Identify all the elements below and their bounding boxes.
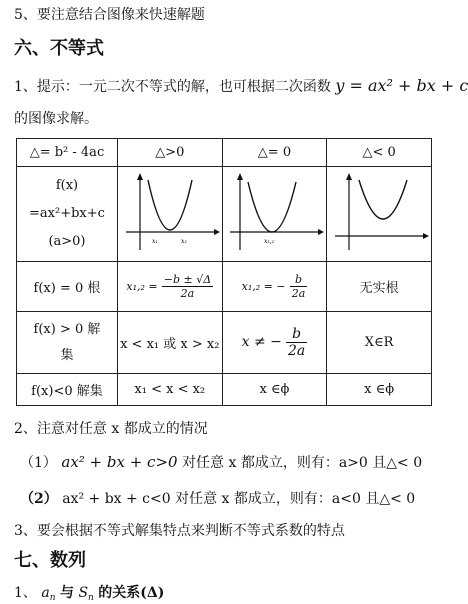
section-7-title: 七、数列	[14, 550, 86, 571]
inequality-table	[16, 138, 432, 406]
graph-one-root	[222, 167, 327, 262]
row4-lt: x ∈ϕ	[327, 374, 432, 406]
table-row-graph	[17, 167, 432, 262]
row2-label: f(x) = 0 根	[17, 262, 118, 312]
parabola-two-roots-graph	[120, 172, 220, 252]
item-1-sequence: 1、 $a_n$ 与 $S_n$ 的关系(Δ)	[14, 585, 165, 603]
header-discriminant: △= b² - 4ac	[17, 139, 118, 167]
row4-gt: x₁ < x < x₂	[117, 374, 222, 406]
row1-label: f(x) =ax²+bx+c (a>0)	[17, 167, 118, 262]
item-2: 2、注意对任意 x 都成立的情况	[14, 421, 208, 437]
root-label-2: x₂	[180, 238, 187, 245]
root-label-1: x₁	[151, 238, 158, 245]
item-3: 3、要会根据不等式解集特点来判断不等式系数的特点	[14, 523, 345, 539]
row2-gt: x₁,₂ = $\frac{-b \pm √\Delta}{2a}$	[117, 262, 222, 312]
header-eq: △= 0	[222, 139, 327, 167]
case-1-formula: ax² + bx + c>0	[61, 453, 178, 471]
case-1: （1） ax² + bx + c>0 对任意 x 都成立，则有：a>0 且△< 0	[20, 453, 423, 471]
parabola-one-root-graph	[224, 172, 324, 252]
header-lt: △< 0	[327, 139, 432, 167]
section-6-title: 六、不等式	[14, 38, 104, 59]
item-5: 5、要注意结合图像来快速解题	[14, 7, 205, 23]
row4-label: f(x)<0 解集	[17, 374, 118, 406]
double-root-label: x₁,₂	[264, 238, 275, 245]
hint-text: 1、提示：一元二次不等式的解，也可根据二次函数	[14, 79, 331, 95]
graph-no-root	[327, 167, 432, 262]
graph-two-roots	[117, 167, 222, 262]
row4-eq: x ∈ϕ	[222, 374, 327, 406]
hint-text-2: 的图像求解。	[14, 111, 98, 127]
hint-formula: y = ax² + bx + c	[335, 76, 468, 95]
row3-label: f(x) > 0 解 集	[17, 312, 118, 374]
parabola-no-root-graph	[329, 172, 429, 252]
row2-eq: x₁,₂ = − $\frac{b}{2a}$	[222, 262, 327, 312]
row2-lt: 无实根	[327, 262, 432, 312]
case-2: （2） ax² + bx + c<0 对任意 x 都成立，则有：a<0 且△< 0	[20, 491, 416, 507]
row3-eq: x ≠ − $\frac{b}{2a}$	[222, 312, 327, 374]
header-gt: △>0	[117, 139, 222, 167]
hint-line	[14, 76, 468, 96]
table-row-roots	[17, 262, 432, 312]
row3-gt: x < x₁ 或 x > x₂	[117, 312, 222, 374]
row3-lt: X∈R	[327, 312, 432, 374]
table-row-gt-solution	[17, 312, 432, 374]
table-header-row	[17, 139, 432, 167]
table-row-lt-solution	[17, 374, 432, 406]
